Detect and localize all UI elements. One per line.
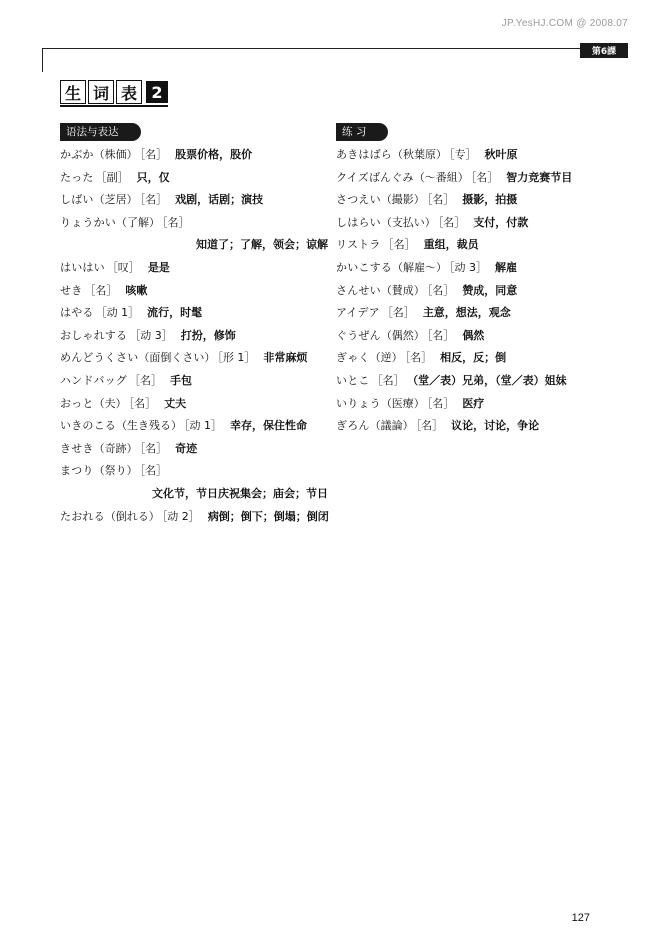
entry-pos: ［名］ bbox=[371, 373, 405, 387]
entry-pos: ［名］ bbox=[128, 373, 162, 387]
entry-pos: ［专］ bbox=[449, 148, 477, 161]
vocab-entry bbox=[60, 167, 328, 190]
entry-kanji: （賛成） bbox=[380, 283, 425, 297]
entry-pos: ［名］ bbox=[139, 193, 168, 207]
left-column bbox=[60, 120, 328, 528]
vocab-entry bbox=[60, 212, 328, 235]
vocab-entry bbox=[60, 460, 328, 483]
vocab-continuation: 文化节，节日庆祝集会；庙会；节日 bbox=[152, 486, 328, 500]
entry-pos: ［名］ bbox=[426, 396, 455, 410]
entry-kana: リストラ bbox=[336, 238, 381, 252]
vocab-entry bbox=[60, 144, 328, 167]
entry-kanji: （奇跡） bbox=[93, 441, 138, 455]
entry-kana: せき bbox=[60, 283, 83, 297]
vocab-entry bbox=[60, 393, 328, 416]
entry-pos: ［名］ bbox=[139, 441, 168, 455]
entry-mean: 相反，反；倒 bbox=[440, 351, 507, 365]
entry-kana: しはらい bbox=[336, 215, 381, 229]
entry-kanji: （解雇～） bbox=[392, 260, 447, 274]
entry-mean: 解雇 bbox=[495, 260, 517, 274]
entry-kanji: （撮影） bbox=[380, 193, 425, 207]
entry-kanji: （偶然） bbox=[380, 328, 425, 342]
entry-pos: ［动 1］ bbox=[184, 419, 222, 433]
entry-pos: ［名］ bbox=[381, 306, 415, 320]
page-number: 127 bbox=[571, 912, 590, 924]
entry-kana: おしゃれする bbox=[60, 328, 128, 342]
entry-pos: ［副］ bbox=[95, 170, 129, 184]
vocab-title bbox=[60, 80, 168, 107]
header-edge bbox=[42, 48, 43, 72]
entry-kanji: （秋葉原） bbox=[392, 148, 447, 161]
entry-kanji: （倒れる） bbox=[104, 509, 160, 523]
entry-kana: きせき bbox=[60, 441, 94, 455]
entry-kana: まつり bbox=[60, 464, 94, 478]
entry-pos: ［动 1］ bbox=[95, 306, 140, 320]
vocab-entry bbox=[336, 212, 606, 235]
vocab-entry bbox=[60, 438, 328, 461]
entry-kana: あきはばら bbox=[336, 148, 392, 161]
entry-mean: 奇迹 bbox=[175, 441, 198, 455]
entry-mean: 幸存，保住性命 bbox=[230, 419, 307, 433]
entry-pos: ［名］ bbox=[426, 328, 455, 342]
entry-kana: たった bbox=[60, 170, 94, 184]
entry-kana: クイズばんぐみ bbox=[336, 170, 414, 184]
vocab-entry bbox=[336, 167, 606, 190]
entry-mean: 议论，讨论，争论 bbox=[451, 419, 540, 433]
entry-mean: （堂／表）兄弟，（堂／表）姐妹 bbox=[412, 373, 567, 387]
entry-kana: ぐうぜん bbox=[336, 328, 381, 342]
entry-mean: 只，仅 bbox=[136, 170, 170, 184]
entry-pos: ［名］ bbox=[139, 464, 168, 478]
title-number: 2 bbox=[146, 81, 168, 103]
title-char: 生 bbox=[60, 80, 86, 104]
entry-kanji: （了解） bbox=[116, 215, 160, 229]
entry-pos: ［名］ bbox=[84, 283, 118, 297]
entry-pos: ［名］ bbox=[404, 351, 433, 365]
entry-mean: 非常麻烦 bbox=[263, 351, 308, 365]
entry-kana: さんせい bbox=[336, 283, 381, 297]
vocab-entry bbox=[336, 370, 606, 393]
section-header-grammar: 语法与表达 bbox=[60, 123, 141, 141]
entry-kanji: （株価） bbox=[93, 148, 138, 161]
vocab-entry bbox=[336, 144, 606, 167]
entry-kana: かぶか bbox=[60, 148, 94, 161]
watermark: JP.YesHJ.COM @ 2008.07 bbox=[501, 18, 628, 29]
entry-mean: 医疗 bbox=[462, 396, 485, 410]
entry-kanji: （生き残る） bbox=[116, 419, 182, 433]
entry-kanji: （～番組） bbox=[413, 170, 469, 184]
vocab-entry bbox=[60, 506, 328, 529]
vocab-entry bbox=[336, 280, 606, 303]
entry-pos: ［名］ bbox=[128, 396, 157, 410]
entry-kana: はいはい bbox=[60, 260, 105, 274]
entry-kanji: （逆） bbox=[369, 351, 403, 365]
entry-kana: いとこ bbox=[336, 373, 370, 387]
entry-mean: 智力竞赛节目 bbox=[506, 170, 573, 184]
entry-kana: いきのこる bbox=[60, 419, 116, 433]
entry-mean: 重组，裁员 bbox=[423, 238, 479, 252]
entry-pos: ［叹］ bbox=[106, 260, 140, 274]
entry-mean: 手包 bbox=[169, 373, 192, 387]
entry-kana: さつえい bbox=[336, 193, 381, 207]
entry-kana: ハンドバッグ bbox=[60, 373, 127, 387]
entry-pos: ［名］ bbox=[139, 148, 168, 161]
entry-mean: 咳嗽 bbox=[125, 283, 148, 297]
vocab-entry bbox=[336, 234, 606, 257]
vocab-entry bbox=[60, 189, 328, 212]
entry-pos: ［名］ bbox=[382, 238, 416, 252]
entry-kana: りょうかい bbox=[60, 215, 116, 229]
entry-pos: ［动 3］ bbox=[129, 328, 173, 342]
vocab-list-grammar bbox=[60, 144, 328, 528]
entry-pos: ［动 2］ bbox=[161, 509, 200, 523]
entry-mean: 主意，想法，观念 bbox=[422, 306, 511, 320]
section-header-practice: 练 习 bbox=[336, 123, 388, 141]
vocab-entry bbox=[336, 393, 606, 416]
entry-mean: 戏剧，话剧；演技 bbox=[175, 193, 264, 207]
entry-kana: ぎゃく bbox=[336, 351, 370, 365]
lesson-tab: 第6課 bbox=[580, 43, 628, 58]
vocab-list-practice bbox=[336, 144, 606, 438]
entry-kanji: （支払い） bbox=[380, 215, 436, 229]
entry-kana: はやる bbox=[60, 306, 94, 320]
entry-kanji: （面倒くさい） bbox=[138, 351, 216, 365]
entry-kanji: （医療） bbox=[380, 396, 425, 410]
vocab-entry bbox=[60, 280, 328, 303]
entry-mean: 摄影，拍摄 bbox=[462, 193, 518, 207]
entry-kanji: （祭り） bbox=[93, 464, 138, 478]
entry-mean: 是是 bbox=[147, 260, 170, 274]
entry-kana: めんどうくさい bbox=[60, 351, 139, 365]
vocab-entry bbox=[60, 370, 328, 393]
entry-mean: 病倒；倒下；倒塌；倒闭 bbox=[207, 509, 329, 523]
entry-kanji: （夫） bbox=[93, 396, 127, 410]
title-char: 词 bbox=[88, 80, 114, 104]
header-rule bbox=[42, 48, 618, 49]
entry-mean: 打扮，修饰 bbox=[180, 328, 236, 342]
vocab-continuation: 知道了；了解，领会；谅解 bbox=[196, 238, 328, 252]
entry-kana: ぎろん bbox=[336, 419, 370, 433]
entry-kana: おっと bbox=[60, 396, 94, 410]
entry-kana: いりょう bbox=[336, 396, 381, 410]
vocab-entry bbox=[60, 325, 328, 348]
entry-kana: しばい bbox=[60, 193, 94, 207]
vocab-entry bbox=[336, 189, 606, 212]
entry-pos: ［形 1］ bbox=[217, 351, 256, 365]
vocab-entry bbox=[60, 302, 328, 325]
entry-kanji: （芝居） bbox=[93, 193, 138, 207]
entry-pos: ［名］ bbox=[437, 215, 466, 229]
entry-mean: 赞成，同意 bbox=[462, 283, 518, 297]
vocab-entry bbox=[60, 415, 328, 438]
entry-mean: 股票价格，股价 bbox=[175, 148, 253, 161]
entry-pos: ［名］ bbox=[162, 215, 190, 229]
entry-pos: ［名］ bbox=[470, 170, 499, 184]
entry-pos: ［名］ bbox=[426, 193, 455, 207]
vocab-entry bbox=[336, 302, 606, 325]
entry-pos: ［动 3］ bbox=[449, 260, 487, 274]
vocab-entry bbox=[60, 347, 328, 370]
vocab-entry bbox=[336, 415, 606, 438]
vocab-entry bbox=[60, 257, 328, 280]
entry-kanji: （議論） bbox=[369, 419, 414, 433]
entry-kana: たおれる bbox=[60, 509, 105, 523]
right-column bbox=[336, 120, 606, 438]
entry-mean: 流行，时髦 bbox=[147, 306, 203, 320]
entry-mean: 丈夫 bbox=[164, 396, 187, 410]
entry-kana: アイデア bbox=[336, 306, 380, 320]
entry-mean: 支付，付款 bbox=[473, 215, 529, 229]
entry-pos: ［名］ bbox=[426, 283, 455, 297]
vocab-entry bbox=[336, 257, 606, 280]
entry-mean: 秋叶原 bbox=[484, 148, 518, 161]
title-char: 表 bbox=[116, 80, 142, 104]
entry-mean: 偶然 bbox=[462, 328, 485, 342]
vocab-entry bbox=[336, 325, 606, 348]
entry-kana: かいこする bbox=[336, 260, 392, 274]
vocab-entry bbox=[336, 347, 606, 370]
entry-pos: ［名］ bbox=[415, 419, 444, 433]
